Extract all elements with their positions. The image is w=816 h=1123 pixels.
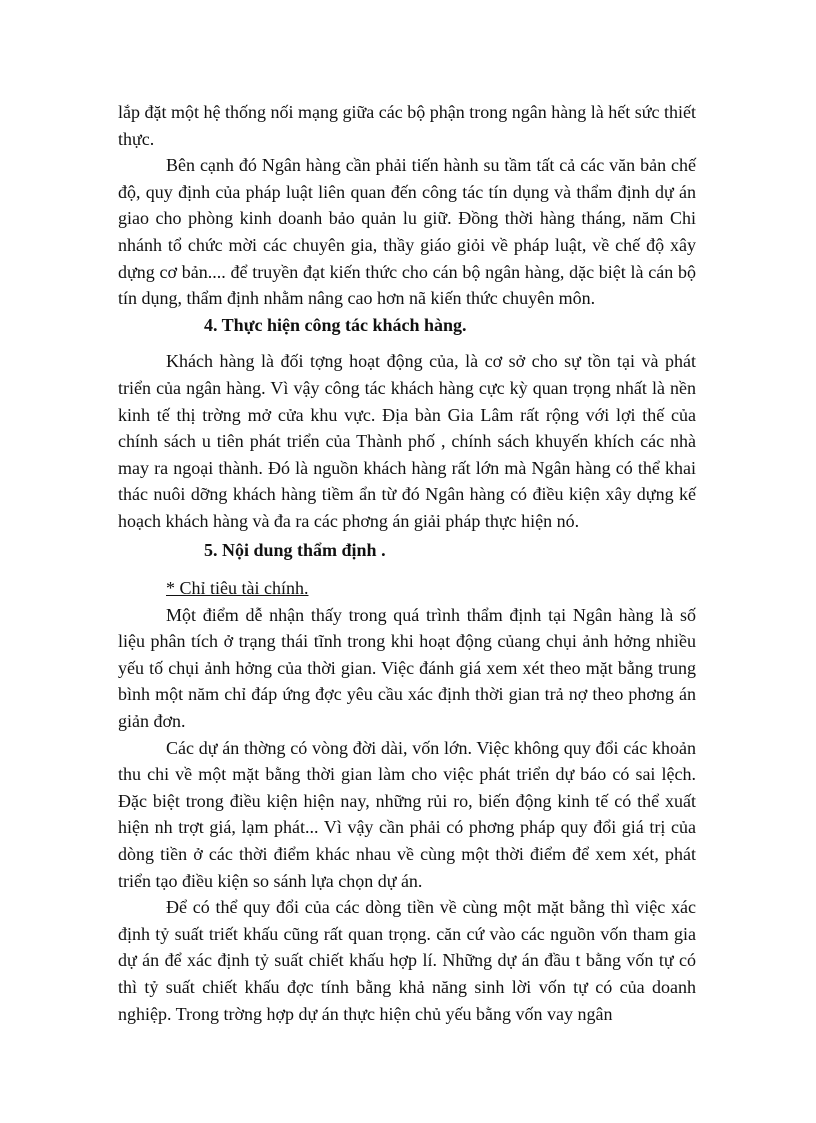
paragraph-continuation: lắp đặt một hệ thống nối mạng giữa các bộ phận trong ngân hàng là hết sức thiết thực. xyxy=(118,102,696,149)
paragraph-finance-2: Các dự án thờng có vòng đời dài, vốn lớn. Việc không quy đổi các khoản thu chi về một mặt bằng thời gian làm cho việc phát triển dự báo có sai lệch. Đặc biệt trong điều kiện hiện nay, những rủi ro, biến động kinh tế có thể xuất hiện nh trợt giá, lạm phát... Vì vậy cần phải có phơng pháp quy đổi giá trị của dòng tiền ở các thời điểm khác nhau về cùng một thời điểm để xem xét, phát triển tạo điều kiện so sánh lựa chọn dự án. xyxy=(118,737,696,891)
subheading-financial-indicators: * Chỉ tiêu tài chính. xyxy=(166,578,309,599)
paragraph-customers: Khách hàng là đối tợng hoạt động của, là cơ sở cho sự tồn tại và phát triển của ngân hàng. Vì vậy công tác khách hàng cực kỳ quan trọng nhất là nền kinh tế thị trờng mở cửa khu vực. Địa bàn Gia Lâm rất rộng với lợi thế của chính sách u tiên phát triển của Thành phố , chính sách khuyến khích các nhà may ra ngoại thành. Đó là nguồn khách hàng rất lớn mà Ngân hàng có thể khai thác nuôi dỡng khách hàng tiềm ẩn từ đó Ngân hàng có điều kiện xây dựng kế hoạch khách hàng và đa ra các phơng án giải pháp thực hiện nó. xyxy=(118,351,696,531)
paragraph-finance-3: Để có thể quy đổi của các dòng tiền về cùng một mặt bằng thì việc xác định tỷ suất triết khấu cũng rất quan trọng. căn cứ vào các nguồn vốn tham gia dự án để xác định tỷ suất chiết khấu hợp lí. Những dự án đầu t bằng vốn tự có thì tỷ suất chiết khấu đợc tính bằng khả năng sinh lời vốn tự có của doanh nghiệp. Trong trờng hợp dự án thực hiện chủ yếu bằng vốn vay ngân xyxy=(118,897,696,1024)
paragraph-regulations: Bên cạnh đó Ngân hàng cần phải tiến hành su tầm tất cả các văn bản chế độ, quy định của pháp luật liên quan đến công tác tín dụng và thẩm định dự án giao cho phòng kinh doanh bảo quản lu giữ. Đồng thời hàng tháng, năm Chi nhánh tổ chức mời các chuyên gia, thầy giáo giỏi về pháp luật, về chế độ xây dựng cơ bản.... để truyền đạt kiến thức cho cán bộ ngân hàng, dặc biệt là cán bộ tín dụng, thẩm định nhằm nâng cao hơn nã kiến thức chuyên môn. xyxy=(118,155,696,309)
section-heading-4: 4. Thực hiện công tác khách hàng. xyxy=(204,314,467,335)
section-heading-5: 5. Nội dung thẩm định . xyxy=(204,539,386,560)
paragraph-finance-1: Một điểm dễ nhận thấy trong quá trình thẩm định tại Ngân hàng là số liệu phân tích ở trạng thái tĩnh trong khi hoạt động củang chụi ảnh hởng nhiều yếu tố chụi ảnh hởng của thời gian. Việc đánh giá xem xét theo mặt bằng trung bình một năm chỉ đáp ứng đợc yêu cầu xác định thời gian trả nợ theo phơng án giản đơn. xyxy=(118,604,696,732)
document-body xyxy=(118,99,696,1027)
